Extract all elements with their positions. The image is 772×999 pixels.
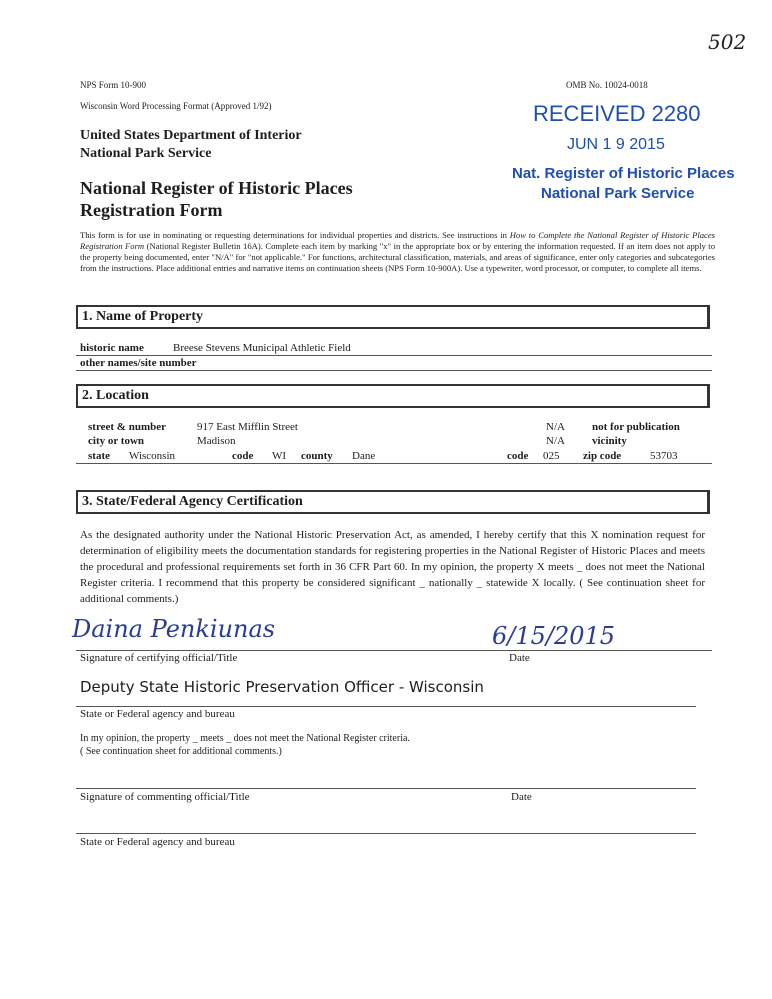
county-label: county: [301, 450, 333, 462]
stamp-line-1: Nat. Register of Historic Places: [512, 165, 735, 182]
date-label: Date: [509, 652, 530, 664]
city-na: N/A: [546, 435, 565, 447]
state-label: state: [88, 450, 110, 462]
section-1-title: 1. Name of Property: [82, 309, 204, 324]
rule: [76, 833, 696, 834]
state-value: Wisconsin: [129, 450, 175, 462]
state-code-value: WI: [272, 450, 287, 462]
stamp-line-2: National Park Service: [541, 185, 695, 202]
form-number: NPS Form 10-900: [80, 80, 147, 90]
street-value: 917 East Mifflin Street: [197, 421, 298, 433]
section-3-title: 3. State/Federal Agency Certification: [82, 494, 303, 509]
zip-value: 53703: [650, 450, 678, 462]
agency-label-2: State or Federal agency and bureau: [80, 836, 235, 848]
street-na: N/A: [546, 421, 565, 433]
other-names-label: other names/site number: [80, 357, 197, 369]
department-line-1: United States Department of Interior: [80, 128, 302, 143]
received-stamp: RECEIVED 2280: [533, 101, 701, 126]
rule: [76, 463, 712, 464]
city-label: city or town: [88, 435, 145, 447]
state-code-label: code: [232, 450, 254, 462]
rule: [76, 706, 696, 707]
city-value: Madison: [197, 435, 236, 447]
handwritten-date: 6/15/2015: [492, 622, 616, 650]
not-for-publication-label: not for publication: [592, 421, 680, 433]
format-note: Wisconsin Word Processing Format (Approved 1/92): [80, 101, 272, 111]
rule: [76, 788, 696, 789]
commenting-date-label: Date: [511, 791, 532, 803]
signature-label: Signature of certifying official/Title: [80, 652, 238, 664]
intro-paragraph: This form is for use in nominating or requesting determinations for individual properties and districts. See instructions in How to Complete the National Register of Historic Places Registration Form (National Register Bulletin 16A). Complete each item by marking "x" in the appropriate box or by entering the information requested. If an item does not apply to the property being documented, enter "N/A" for "not applicable." For functions, architectural classification, materials, and areas of significance, enter only categories and subcategories from the instructions. Place additional entries and narrative items on continuation sheets (NPS Form 10-900A). Use a typewriter, word processor, or computer, to complete all items.: [80, 230, 715, 273]
section-2-header-box: [76, 384, 710, 408]
agency-label: State or Federal agency and bureau: [80, 708, 235, 720]
county-code-value: 025: [543, 450, 560, 462]
opinion-line-2: ( See continuation sheet for additional comments.): [80, 746, 282, 757]
official-signature: Daina Penkiunas: [72, 615, 276, 643]
rule: [76, 650, 712, 651]
section-2-title: 2. Location: [82, 388, 149, 403]
zip-label: zip code: [583, 450, 622, 462]
rule: [76, 370, 712, 371]
county-code-label: code: [507, 450, 529, 462]
official-title: Deputy State Historic Preservation Officer - Wisconsin: [80, 678, 484, 696]
opinion-block: [80, 732, 500, 758]
page-number-handwritten: 502: [708, 30, 747, 54]
form-title-line-2: Registration Form: [80, 200, 223, 220]
opinion-line-1: In my opinion, the property _ meets _ does not meet the National Register criteria.: [80, 733, 410, 744]
form-title-line-1: National Register of Historic Places: [80, 178, 353, 198]
commenting-signature-label: Signature of commenting official/Title: [80, 791, 250, 803]
historic-name-label: historic name: [80, 342, 144, 354]
street-label: street & number: [88, 421, 166, 433]
rule: [76, 355, 712, 356]
department-line-2: National Park Service: [80, 146, 212, 161]
stamp-date: JUN 1 9 2015: [567, 136, 665, 153]
certification-text: As the designated authority under the National Historic Preservation Act, as amended, I hereby certify that this X nomination request for determination of eligibility meets the documentation standards for registering properties in the National Register of Historic Places and meets the procedural and professional requirements set forth in 36 CFR Part 60. In my opinion, the property X meets _ does not meet the National Register criteria. I recommend that this property be considered significant _ nationally _ statewide X locally. ( See continuation sheet for additional comments.): [80, 529, 705, 605]
omb-number: OMB No. 10024-0018: [566, 80, 648, 90]
historic-name-value: Breese Stevens Municipal Athletic Field: [173, 342, 351, 354]
vicinity-label: vicinity: [592, 435, 627, 447]
county-value: Dane: [352, 450, 376, 462]
